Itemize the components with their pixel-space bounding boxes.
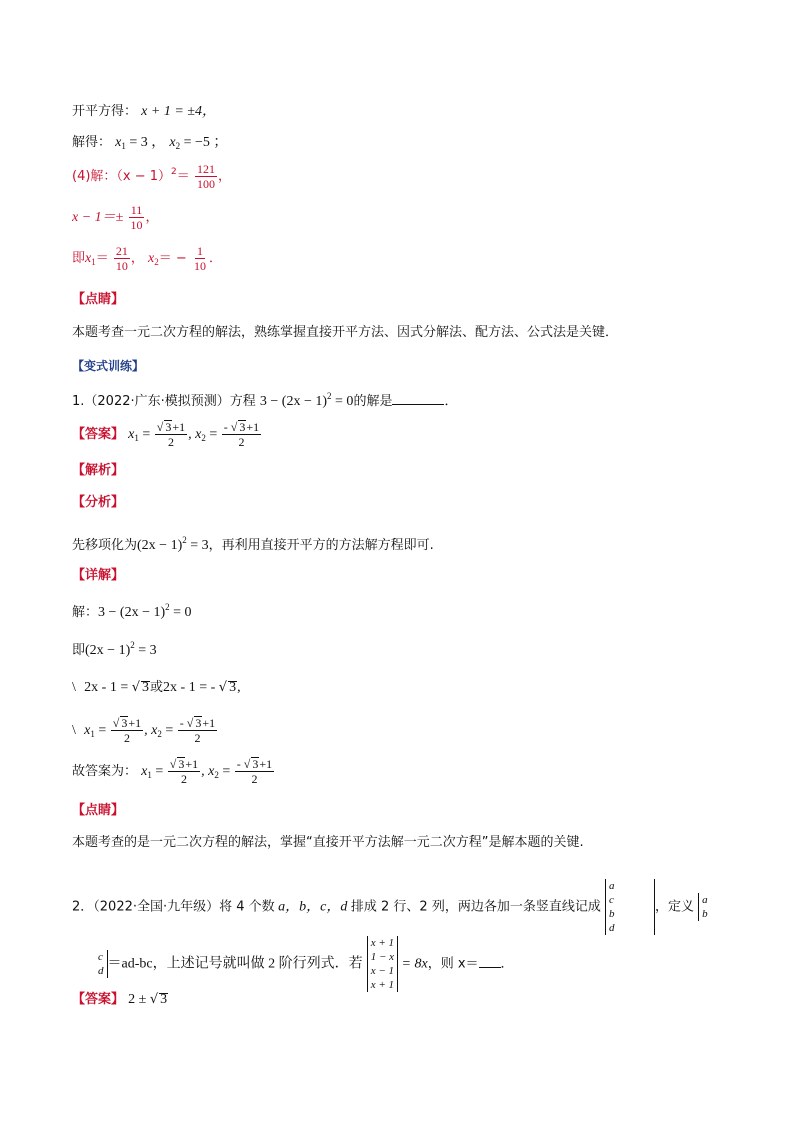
value: = 3 ， <box>125 135 166 150</box>
equals: ＝ <box>176 169 190 184</box>
variables: a，b，c，d <box>274 899 351 915</box>
var-x: x <box>128 427 135 442</box>
question-2-stem <box>72 879 708 935</box>
numerator: - √ 3+1 <box>236 757 273 771</box>
det-a: a <box>608 880 615 892</box>
equals: = <box>138 427 154 442</box>
solution-step-2 <box>72 636 157 660</box>
denominator: 10 <box>115 259 128 273</box>
var-x: x <box>84 723 91 738</box>
numerator: 11 <box>130 203 143 217</box>
fraction <box>222 420 261 449</box>
fraction <box>155 420 187 449</box>
label: (4)解：（x − 1） <box>72 169 172 184</box>
section-tag-dianjing-2: 【点睛】 <box>72 803 125 818</box>
section-tag-jiexi: 【解析】 <box>72 463 125 478</box>
punct: ， <box>130 251 144 266</box>
step-line-solved: 解得： $x_1 = 3$ ， $x_2 = -5$ ； <box>72 135 228 151</box>
determinant-given <box>367 936 398 992</box>
question-1-stem <box>72 387 457 411</box>
radicand: 3 <box>160 992 168 1007</box>
var-x: x <box>115 135 122 150</box>
equation: = 0 <box>169 605 192 620</box>
det-d: d <box>608 922 615 934</box>
definition: ＝ad-bc，上述记号就叫做 2 阶行列式．若 <box>107 956 363 972</box>
exponent: 2 <box>165 602 170 612</box>
label: 先移项化为 <box>72 538 138 553</box>
question-2-stem-line2 <box>98 936 514 992</box>
fraction <box>114 244 130 273</box>
denominator: 2 <box>180 772 187 786</box>
label: 的解是 <box>353 394 393 409</box>
question-source: 2．（2022·全国·九年级）将 4 个数 <box>72 899 275 915</box>
denominator: 2 <box>251 772 258 786</box>
equation: = 0 <box>331 394 354 409</box>
determinant-left-part: a b <box>698 893 708 921</box>
answer-blank <box>392 404 444 405</box>
det-c: c <box>608 894 614 906</box>
exponent: 2 <box>130 640 135 650</box>
step-line-root <box>72 203 159 232</box>
det-cell: x + 1 <box>370 937 395 949</box>
fraction <box>129 203 145 232</box>
denominator: 10 <box>130 218 143 232</box>
denominator: 2 <box>167 435 174 449</box>
equals: ＝ − <box>158 251 187 266</box>
punct: ， <box>217 169 231 184</box>
label: 即 <box>72 643 86 658</box>
equation: 2x - 1 = <box>84 680 132 695</box>
determinant-notation <box>605 879 655 935</box>
answer-value: 2 ± <box>128 992 150 1007</box>
radicand: 3 <box>229 680 237 695</box>
value: = −5 ； <box>180 135 228 150</box>
answer-line-2: 【答案】 2 ± √ 3 <box>72 992 168 1007</box>
var-x: x <box>148 251 155 266</box>
section-tag-xiangjie: 【详解】 <box>72 568 125 583</box>
fraction <box>195 162 217 191</box>
det-cell: x − 1 <box>370 965 395 977</box>
denominator: 2 <box>194 731 201 745</box>
numerator: - √ 3+1 <box>223 420 260 434</box>
numerator: 21 <box>115 244 128 258</box>
determinant-right-part: c d <box>98 950 108 978</box>
punct: ， <box>145 210 159 225</box>
step-line-sqrt <box>72 103 216 121</box>
det-cell: x + 1 <box>370 979 395 991</box>
equation: 2x - 1 = - <box>163 680 219 695</box>
equals: ＝ <box>95 251 109 266</box>
label: 开平方得： <box>72 104 138 119</box>
dianjing-text-2: 本题考查的是一元二次方程的解法，掌握“直接开平方法解一元二次方程”是解本题的关键. <box>72 835 584 850</box>
answer-tag: 【答案】 <box>72 427 125 442</box>
punct: ． <box>444 394 458 409</box>
answer-line-1: 【答案】 $x_1$ = $\frac{√ 3+1}{2}$ , $x_2$ = $\frac{- √ 3+1}{2}$ <box>72 420 260 449</box>
therefore-mark: \ <box>72 680 76 695</box>
punct: ． <box>208 251 222 266</box>
punct: ． <box>500 956 514 972</box>
det-b: b <box>608 908 615 920</box>
fenxi-text <box>72 531 434 555</box>
answer-blank <box>479 967 501 968</box>
label: 解： <box>72 605 99 620</box>
punct: , <box>237 680 241 695</box>
var-x: x <box>169 135 176 150</box>
label: 解得： <box>72 135 112 150</box>
answer-tag: 【答案】 <box>72 992 125 1007</box>
step-line-result: 即$x_1=$ $\frac{21}{10}$ ， $x_2=$ − $\frac{1}{10}$ ． <box>72 244 222 273</box>
exponent: 2 <box>171 167 177 177</box>
solution-step-4: \ $x_1$ = $\frac{√ 3+1}{2}$ , $x_2$ = $\frac{- √ 3+1}{2}$ <box>72 716 216 745</box>
label: 或 <box>150 680 164 695</box>
equation: = 3 <box>134 643 157 658</box>
det-cell: 1 − x <box>370 951 395 963</box>
equation: 3 − (2x − 1) <box>259 394 328 409</box>
step-line-4 <box>72 162 231 191</box>
denominator: 2 <box>238 435 245 449</box>
equation: (2x − 1) <box>85 643 131 658</box>
label: ，再利用直接开平方的方法解方程即可. <box>208 538 434 553</box>
denominator: 100 <box>196 177 215 191</box>
fraction <box>178 716 217 745</box>
question-source: 1.（2022·广东·模拟预测）方程 <box>72 394 256 409</box>
fraction <box>235 757 274 786</box>
equation: (2x − 1) <box>137 538 183 553</box>
var-x: x <box>85 251 92 266</box>
exponent: 2 <box>327 391 332 401</box>
exponent: 2 <box>182 535 187 545</box>
fraction <box>192 244 208 273</box>
equation: 3 − (2x − 1) <box>98 605 166 620</box>
final-answer-line: 故答案为： $x_1$ = $\frac{√ 3+1}{2}$ , $x_2$ = $\frac{- √ 3+1}{2}$ <box>72 757 273 786</box>
dianjing-text: 本题考查一元二次方程的解法，熟练掌握直接开平方法、因式分解法、配方法、公式法是关键． <box>72 325 619 340</box>
label: 即 <box>72 251 86 266</box>
numerator: 121 <box>196 162 215 176</box>
solution-step-3: \ 2x - 1 = √ 3或2x - 1 = - √ 3, <box>72 680 241 695</box>
numerator: 1 <box>196 244 203 258</box>
section-tag-fenxi: 【分析】 <box>72 495 125 510</box>
label: 故答案为： <box>72 764 138 779</box>
equation: x + 1 = ±4， <box>141 104 216 119</box>
therefore-mark: \ <box>72 723 76 738</box>
numerator: - √ 3+1 <box>179 716 216 730</box>
section-tag-bianshi: 【变式训练】 <box>72 359 145 373</box>
equation: = 8x <box>398 956 428 972</box>
denominator: 10 <box>193 259 206 273</box>
solution-step-1 <box>72 598 192 622</box>
fraction <box>168 757 200 786</box>
radicand: 3 <box>142 680 150 695</box>
equation: = 3 <box>186 538 209 553</box>
numerator: √ 3+1 <box>112 716 142 730</box>
denominator: 2 <box>123 731 130 745</box>
var-x: , x <box>188 427 202 442</box>
section-tag-dianjing: 【点睛】 <box>72 292 125 307</box>
equation: x − 1＝± <box>72 210 124 225</box>
numerator: √ 3+1 <box>156 420 186 434</box>
label: ，定义 <box>654 899 694 915</box>
label: 排成 2 行、2 列，两边各加一条竖直线记成 <box>350 899 601 915</box>
label: ，则 x＝ <box>427 956 479 972</box>
numerator: √ 3+1 <box>169 757 199 771</box>
fraction <box>111 716 143 745</box>
